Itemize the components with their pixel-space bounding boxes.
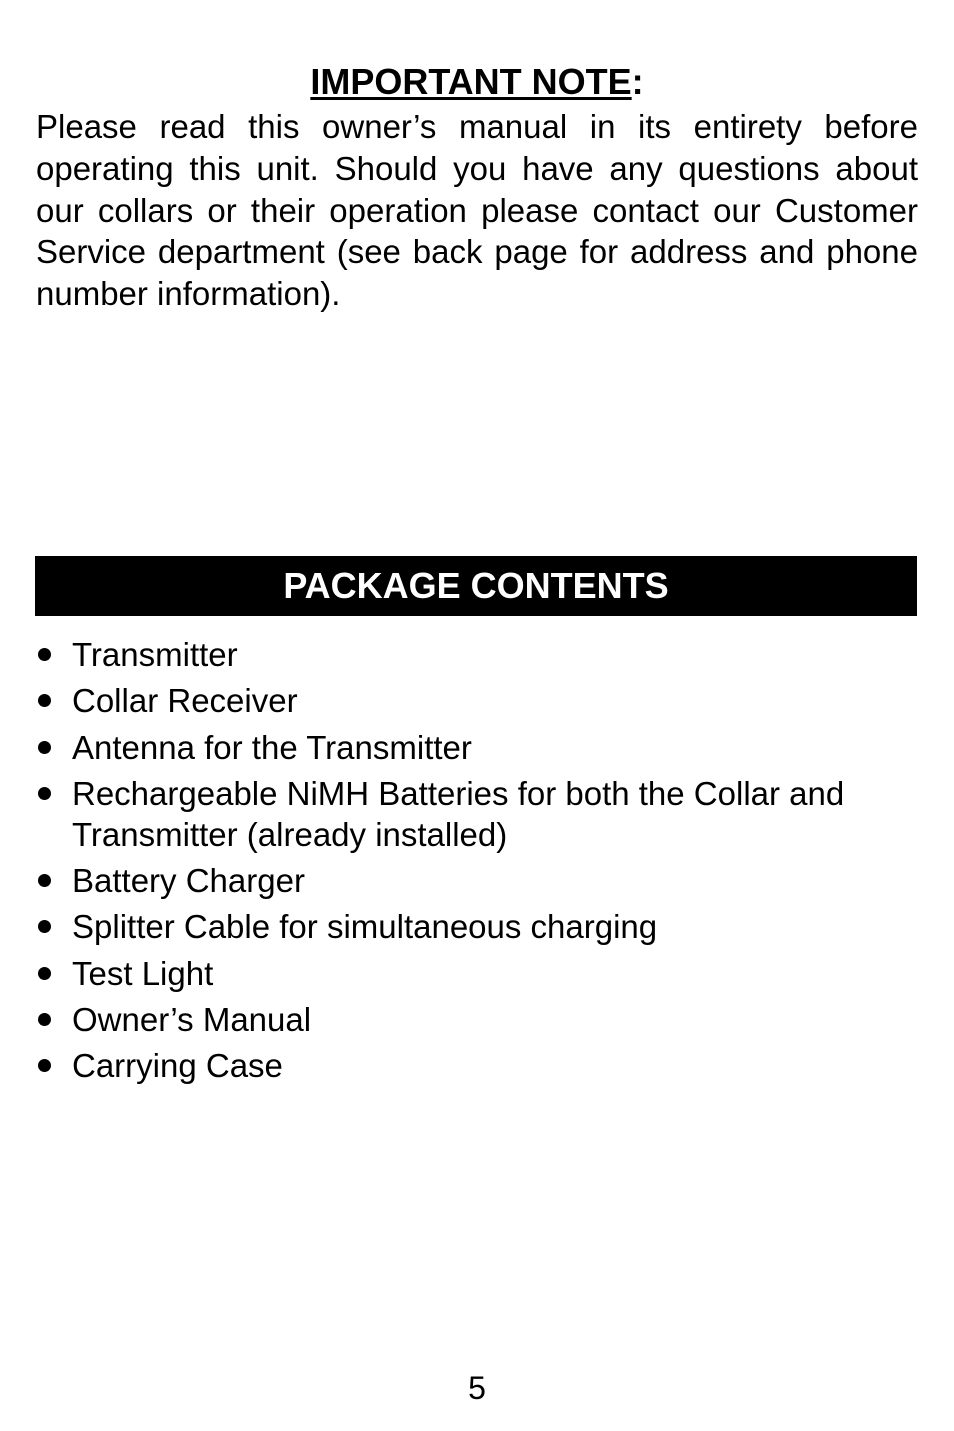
list-item-text: Owner’s Manual [72, 1001, 312, 1039]
bullet-icon [38, 1059, 51, 1072]
list-item-text: Carrying Case [72, 1047, 283, 1085]
bullet-icon [38, 648, 51, 661]
bullet-icon [38, 787, 51, 800]
bullet-icon [38, 1013, 51, 1026]
list-item-text: Antenna for the Transmitter [72, 728, 472, 766]
list-item [36, 953, 916, 994]
important-note-heading-colon: : [631, 61, 644, 102]
list-item [36, 680, 916, 721]
package-contents-header: PACKAGE CONTENTS [35, 556, 917, 616]
list-item [36, 773, 916, 855]
bullet-icon [38, 920, 51, 933]
bullet-icon [38, 741, 51, 754]
package-contents-list [36, 634, 916, 1092]
list-item [36, 999, 916, 1040]
important-note-heading [0, 58, 954, 106]
important-note-body: Please read this owner’s manual in its entirety before operating this unit. Should you have any questions about our collars or their operation please contact our Customer Service department (see back page for address and phone number information). [36, 108, 918, 313]
list-item [36, 634, 916, 675]
list-item-text: Collar Receiver [72, 682, 298, 720]
important-note-heading-text: IMPORTANT NOTE [310, 61, 632, 102]
list-item-text: Battery Charger [72, 862, 305, 900]
list-item-text: Rechargeable NiMH Batteries for both the Collar and Transmitter (already installed) [72, 774, 845, 853]
list-item-text: Transmitter [72, 636, 238, 673]
list-item [36, 727, 916, 768]
list-item [36, 906, 916, 947]
page-number: 5 [468, 1370, 486, 1406]
list-item [36, 860, 916, 901]
bullet-icon [38, 967, 51, 980]
list-item-text: Test Light [72, 954, 214, 992]
list-item-text: Splitter Cable for simultaneous charging [72, 908, 658, 946]
bullet-icon [38, 694, 51, 707]
list-item [36, 1045, 916, 1086]
bullet-icon [38, 874, 51, 887]
